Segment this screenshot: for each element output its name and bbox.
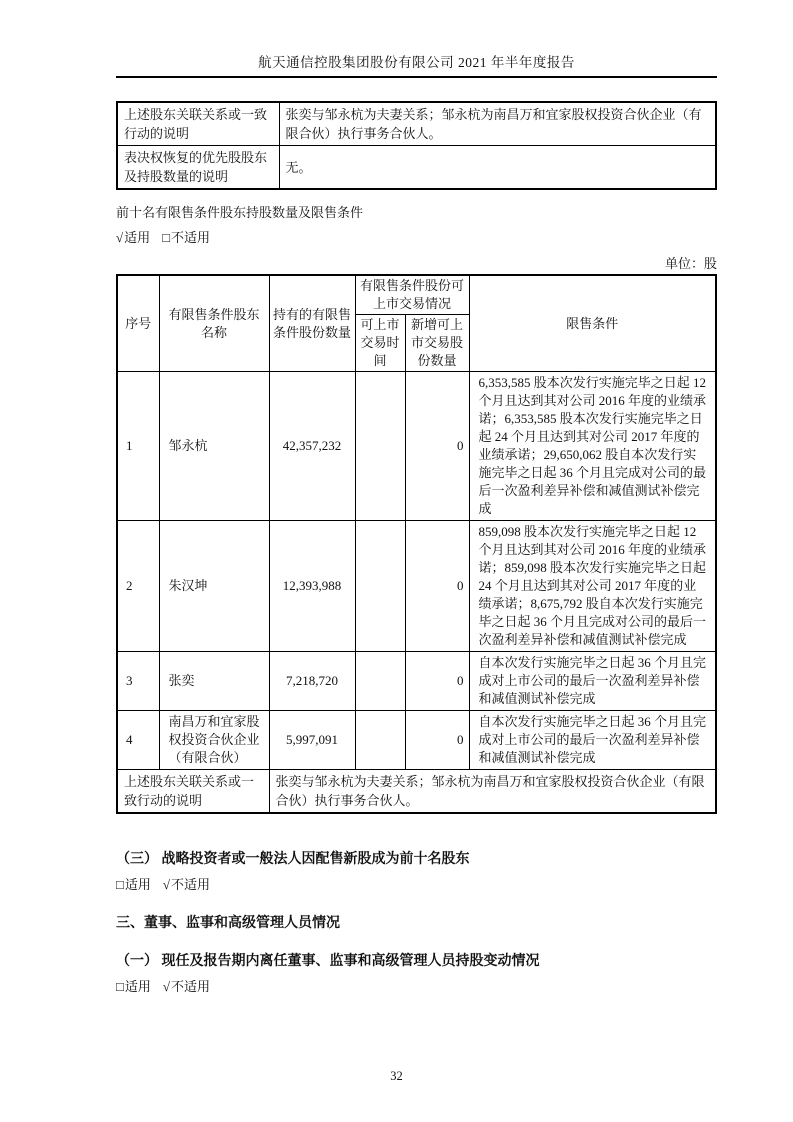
table-row [117,102,716,146]
seq-cell: 3 [117,652,159,711]
directors-section-heading: 三、董事、监事和高级管理人员情况 [116,916,340,931]
tradable-time-cell [355,652,405,711]
tradable-time-cell [355,372,405,521]
header-row [117,275,716,315]
page-content [116,0,717,995]
new-tradable-cell: 0 [405,521,469,652]
footer-relationship-label: 上述股东关联关系或一致行动的说明 [117,770,269,814]
page-number: 32 [390,1069,403,1083]
new-tradable-cell: 0 [405,652,469,711]
shares-held-cell: 5,997,091 [269,711,355,770]
conditions-cell: 6,353,585 股本次发行实施完毕之日起 12 个月且达到其对公司 2016 年度的业绩承诺；6,353,585 股本次发行实施完毕之日起 24 个月且达到其对公司 2017 年度的业绩承诺；29,650,062 股自本次发行实施完毕之日起 36 个月且完成对公司的最后一次盈利差异补偿和减值测试补偿完成 [469,372,716,521]
preferred-shares-value: 无。 [279,146,716,190]
col-header-new-tradable-shares: 新增可上市交易股份数量 [405,315,469,372]
conditions-cell: 自本次发行实施完毕之日起 36 个月且完成对上市公司的最后一次盈利差异补偿和减值测试补偿完成 [469,711,716,770]
shareholder-cell: 邹永杭 [159,372,269,521]
table-row [117,372,716,521]
new-tradable-cell: 0 [405,372,469,521]
applicable-option [116,979,151,994]
not-applicable-label: 不适用 [171,230,211,245]
table-row [117,652,716,711]
col-header-shares-held: 持有的有限售条件股份数量 [269,275,355,372]
applicability-line [116,976,717,995]
table-row [117,146,716,190]
restricted-shareholders-table [116,274,717,814]
shares-held-cell: 42,357,232 [269,372,355,521]
applicable-label: 适用 [124,877,151,892]
table-row [117,711,716,770]
restricted-section-title: 前十名有限售条件股东持股数量及限售条件 [116,205,364,220]
not-applicable-label: 不适用 [171,979,211,994]
table-footer-row [117,770,716,814]
conditions-cell: 自本次发行实施完毕之日起 36 个月且完成对上市公司的最后一次盈利差异补偿和减值测试补偿完成 [469,652,716,711]
not-applicable-option [163,877,210,892]
table-row [117,521,716,652]
relationship-label: 上述股东关联关系或一致行动的说明 [117,102,279,146]
seq-cell: 4 [117,711,159,770]
checkbox-icon: □ [116,979,124,994]
not-applicable-option [162,230,210,245]
seq-cell: 2 [117,521,159,652]
checkbox-icon: □ [162,230,171,245]
new-tradable-cell: 0 [405,711,469,770]
tradable-time-cell [355,711,405,770]
relationship-value: 张奕与邹永杭为夫妻关系；邹永杭为南昌万和宜家股权投资合伙企业（有限合伙）执行事务合伙人。 [279,102,716,146]
shareholder-cell: 张奕 [159,652,269,711]
col-header-conditions: 限售条件 [469,275,716,372]
seq-cell: 1 [117,372,159,521]
applicability-line [116,874,717,893]
shareholder-cell: 朱汉坤 [159,521,269,652]
strategic-section-heading: （三） 战略投资者或一般法人因配售新股成为前十名股东 [116,852,470,867]
applicable-option [116,230,150,245]
header-divider [116,76,717,78]
check-icon: √ [162,979,171,994]
tradable-time-cell [355,521,405,652]
applicability-line [116,227,717,246]
shares-held-cell: 12,393,988 [269,521,355,652]
check-icon: √ [162,877,171,892]
check-icon: √ [116,230,124,245]
report-title: 航天通信控股集团股份有限公司 2021 年半年度报告 [258,55,575,70]
shares-held-cell: 7,218,720 [269,652,355,711]
col-header-tradable-time: 可上市交易时间 [355,315,405,372]
unit-label: 单位：股 [664,256,717,271]
col-header-tradable-group: 有限售条件股份可上市交易情况 [355,275,469,315]
col-header-shareholder: 有限售条件股东名称 [159,275,269,372]
footer-relationship-value: 张奕与邹永杭为夫妻关系；邹永杭为南昌万和宜家股权投资合伙企业（有限合伙）执行事务合伙人。 [269,770,716,814]
preferred-shares-label: 表决权恢复的优先股股东及持股数量的说明 [117,146,279,190]
shareholder-relationship-table [116,101,717,190]
applicable-label: 适用 [124,230,151,245]
applicable-label: 适用 [124,979,151,994]
col-header-seq: 序号 [117,275,159,372]
not-applicable-label: 不适用 [171,877,211,892]
applicable-option [116,877,151,892]
conditions-cell: 859,098 股本次发行实施完毕之日起 12 个月且达到其对公司 2016 年度的业绩承诺；859,098 股本次发行实施完毕之日起 24 个月且达到其对公司 2017 年度的业绩承诺；8,675,792 股自本次发行实施完毕之日起 36 个月且完成对公司的最后一次盈利差异补偿和减值测试补偿完成 [469,521,716,652]
directors-subsection-heading: （一） 现任及报告期内离任董事、监事和高级管理人员持股变动情况 [116,954,540,969]
not-applicable-option [163,979,210,994]
running-header [116,0,717,71]
shareholder-cell: 南昌万和宜家股权投资合伙企业（有限合伙） [159,711,269,770]
checkbox-icon: □ [116,877,124,892]
